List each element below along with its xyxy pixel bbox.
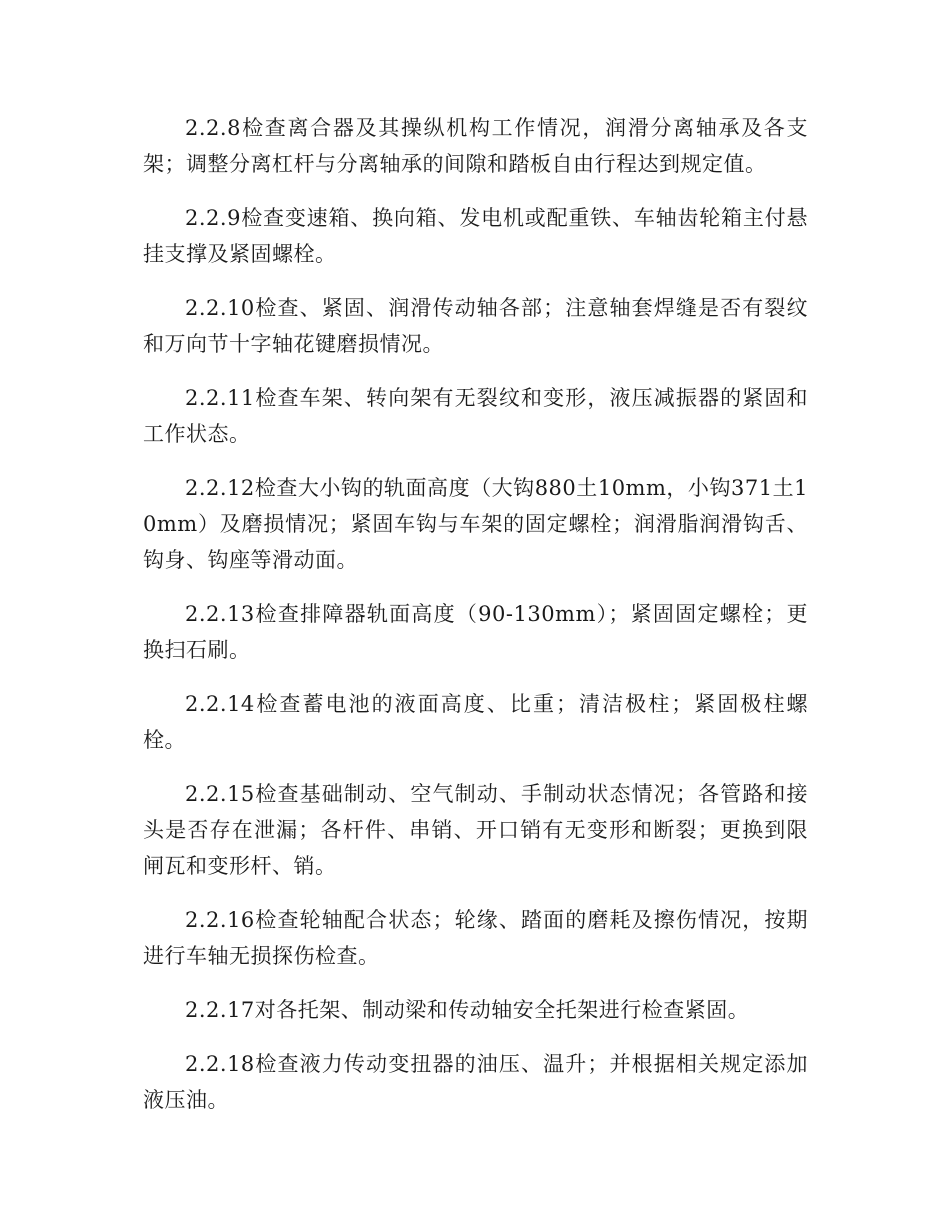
paragraph-2-2-13: 2.2.13检查排障器轨面高度（90-130mm）；紧固固定螺栓；更换扫石刷。 [143, 602, 808, 662]
paragraph-2-2-9: 2.2.9检查变速箱、换向箱、发电机或配重铁、车轴齿轮箱主付悬挂支撑及紧固螺栓。 [143, 206, 808, 266]
paragraph-2-2-10: 2.2.10检查、紧固、润滑传动轴各部；注意轴套焊缝是否有裂纹和万向节十字轴花键磨损情况。 [143, 296, 808, 356]
paragraph-2-2-14: 2.2.14检查蓄电池的液面高度、比重；清洁极柱；紧固极柱螺栓。 [143, 692, 808, 752]
paragraph-2-2-11: 2.2.11检查车架、转向架有无裂纹和变形，液压减振器的紧固和工作状态。 [143, 386, 808, 446]
paragraph-2-2-12: 2.2.12检查大小钩的轨面高度（大钩880土10mm，小钩371土10mm）及磨损情况；紧固车钩与车架的固定螺栓；润滑脂润滑钩舌、钩身、钩座等滑动面。 [143, 476, 808, 572]
paragraph-2-2-17: 2.2.17对各托架、制动梁和传动轴安全托架进行检查紧固。 [185, 998, 750, 1022]
paragraph-2-2-8: 2.2.8检查离合器及其操纵机构工作情况，润滑分离轴承及各支架；调整分离杠杆与分离轴承的间隙和踏板自由行程达到规定值。 [143, 116, 808, 176]
document-body [143, 110, 808, 1136]
paragraph-2-2-18: 2.2.18检查液力传动变扭器的油压、温升；并根据相关规定添加液压油。 [143, 1052, 808, 1112]
paragraph-2-2-16: 2.2.16检查轮轴配合状态；轮缘、踏面的磨耗及擦伤情况，按期进行车轴无损探伤检查。 [143, 908, 808, 968]
paragraph-2-2-15: 2.2.15检查基础制动、空气制动、手制动状态情况；各管路和接头是否存在泄漏；各杆件、串销、开口销有无变形和断裂；更换到限闸瓦和变形杆、销。 [143, 782, 808, 878]
